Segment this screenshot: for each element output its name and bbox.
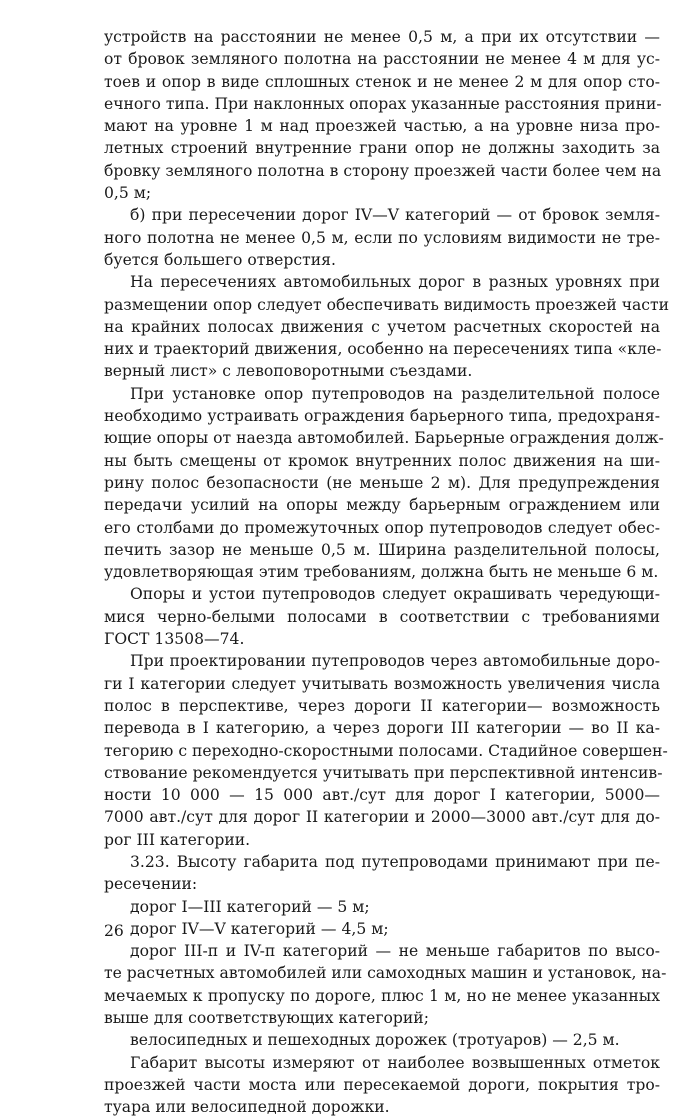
text-line: При установке опор путепроводов на разделительной полосе (130, 384, 660, 403)
paragraph (104, 204, 660, 271)
text-line: ги I категории следует учитывать возможность увеличения числа (104, 674, 660, 693)
text-line: 3.23. Высоту габарита под путепроводами принимают при пе- (130, 852, 660, 871)
body-text (104, 26, 670, 1119)
text-line: летных строений внутренние грани опор не должны заходить за (104, 139, 660, 158)
text-line: При проектировании путепроводов через автомобильные доро- (130, 652, 660, 671)
text-line: перевода в I категорию, а через дороги III категории — во II ка- (104, 719, 660, 738)
text-line: проезжей части моста или пересекаемой дороги, покрытия тро- (104, 1075, 660, 1094)
text-line: тегорию с переходно-скоростными полосами. Стадийное совершен- (104, 741, 668, 760)
paragraph (104, 1052, 660, 1119)
text-line: велосипедных и пешеходных дорожек (тротуаров) — 2,5 м. (130, 1031, 620, 1050)
list-item (104, 1029, 660, 1051)
text-line: дорог III-п и IV-п категорий — не меньше габаритов по высо- (130, 942, 660, 961)
text-line: на крайних полосах движения с учетом расчетных скоростей на (104, 317, 660, 336)
list-item (104, 896, 660, 918)
paragraph (104, 383, 664, 584)
text-line: мечаемых к пропуску по дороге, плюс 1 м, но не менее указанных (104, 986, 660, 1005)
paragraph (104, 271, 670, 382)
text-line: ГОСТ 13508—74. (104, 630, 245, 649)
text-line: выше для соответствующих категорий; (104, 1009, 429, 1028)
text-line: ресечении: (104, 875, 198, 894)
text-line: ствование рекомендуется учитывать при перспективной интенсив- (104, 763, 663, 782)
text-line: них и траекторий движения, особенно на пересечениях типа «кле- (104, 340, 662, 359)
text-line: от бровок земляного полотна на расстоянии не менее 4 м для ус- (104, 50, 660, 69)
text-line: устройств на расстоянии не менее 0,5 м, а при их отсутствии — (104, 28, 660, 46)
text-line: буется большего отверстия. (104, 250, 336, 269)
text-line: бровку земляного полотна в сторону проезжей части более чем на (104, 161, 662, 180)
text-line: удовлетворяющая этим требованиям, должна быть не меньше 6 м. (104, 563, 659, 582)
text-line: тоев и опор в виде сплошных стенок и не менее 2 м для опор сто- (104, 72, 660, 91)
text-line: его столбами до промежуточных опор путепроводов следует обес- (104, 518, 660, 537)
text-line: полос в перспективе, через дороги II категории— возможность (104, 696, 660, 715)
text-line: туара или велосипедной дорожки. (104, 1098, 390, 1117)
text-line: 7000 авт./сут для дорог II категории и 2000—3000 авт./сут для до- (104, 808, 660, 827)
text-line: мися черно-белыми полосами в соответствии с требованиями (104, 607, 660, 626)
text-line: мают на уровне 1 м над проезжей частью, а на уровне низа про- (104, 117, 660, 136)
list-item (104, 918, 660, 940)
paragraph (104, 26, 660, 204)
text-line: ности 10 000 — 15 000 авт./сут для дорог I категории, 5000— (104, 786, 660, 805)
paragraph (104, 851, 660, 896)
text-line: Габарит высоты измеряют от наиболее возвышенных отметок (130, 1053, 660, 1072)
text-line: 0,5 м; (104, 184, 152, 203)
paragraph (104, 650, 668, 851)
text-line: рину полос безопасности (не меньше 2 м). Для предупреждения (104, 473, 660, 492)
paragraph (104, 583, 660, 650)
text-line: Опоры и устои путепроводов следует окрашивать чередующи- (130, 585, 660, 604)
text-line: те расчетных автомобилей или самоходных машин и установок, на- (104, 964, 667, 983)
text-line: ного полотна не менее 0,5 м, если по условиям видимости не тре- (104, 228, 660, 247)
page-number: 26 (104, 922, 124, 940)
text-line: размещении опор следует обеспечивать видимость проезжей части (104, 295, 670, 314)
text-line: верный лист» с левоповоротными съездами. (104, 362, 473, 381)
text-line: печить зазор не меньше 0,5 м. Ширина разделительной полосы, (104, 540, 660, 559)
text-line: необходимо устраивать ограждения барьерного типа, предохраня- (104, 407, 660, 426)
list-item (104, 940, 667, 1029)
text-line: дорог IV—V категорий — 4,5 м; (130, 919, 389, 938)
text-line: ечного типа. При наклонных опорах указанные расстояния прини- (104, 94, 662, 113)
text-line: дорог I—III категорий — 5 м; (130, 897, 370, 916)
text-line: ны быть смещены от кромок внутренних полос движения на ши- (104, 451, 660, 470)
text-line: рог III категории. (104, 830, 251, 849)
text-line: передачи усилий на опоры между барьерным ограждением или (104, 496, 660, 515)
text-line: б) при пересечении дорог IV—V категорий — от бровок земля- (130, 206, 660, 225)
text-line: ющие опоры от наезда автомобилей. Барьерные ограждения долж- (104, 429, 664, 448)
text-line: На пересечениях автомобильных дорог в разных уровнях при (130, 273, 660, 292)
